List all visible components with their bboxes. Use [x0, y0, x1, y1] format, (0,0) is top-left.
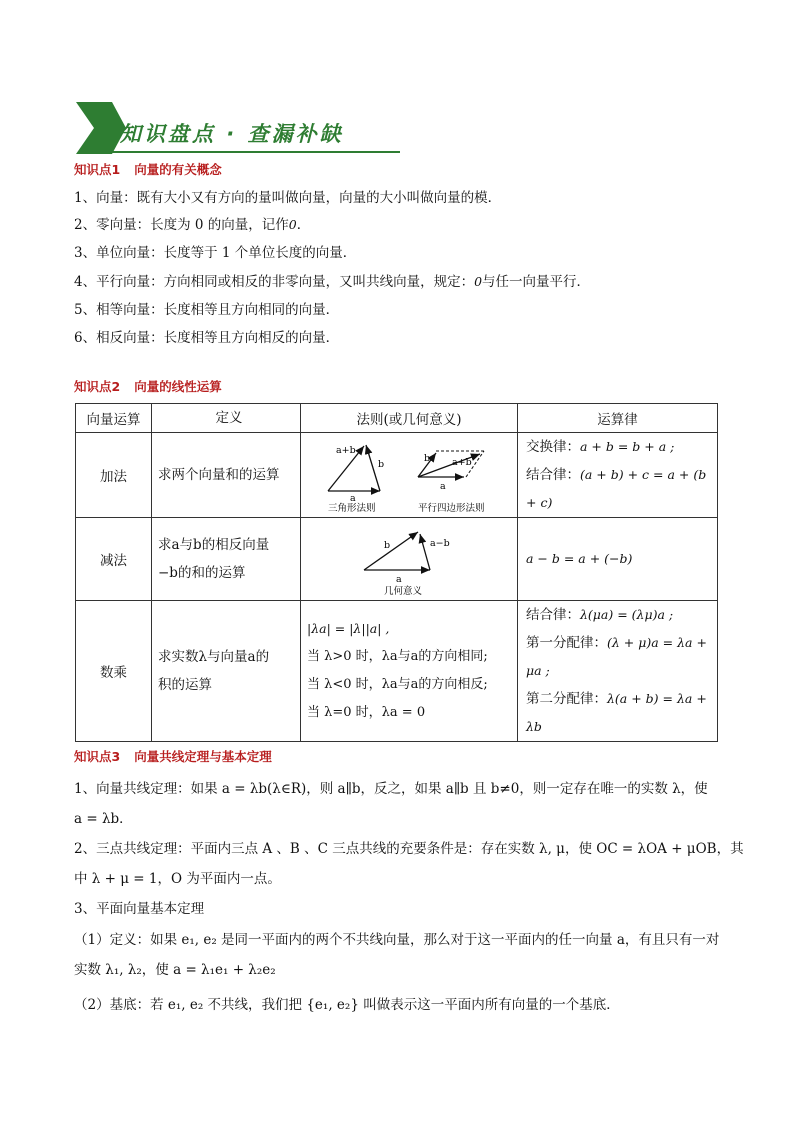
subtraction-diagram: [306, 518, 512, 596]
table-header-def: 定义: [152, 404, 301, 433]
mul-rule-3: [526, 685, 717, 741]
table-header-row: [76, 404, 718, 433]
add-rule-1-label: 交换律：: [526, 439, 580, 455]
sub-def-line-1: 求a与b的相反向量: [158, 537, 270, 553]
mul-law-4: 当 λ=0 时，λa = 0: [307, 705, 426, 720]
linear-operations-table: [75, 403, 718, 742]
add-rules: [518, 433, 718, 518]
add-name: 加法: [76, 433, 152, 518]
sub-label-b: b: [384, 540, 391, 551]
s1-item-5: 5、相等向量：长度相等且方向相同的向量．: [74, 302, 340, 318]
mul-law-2: 当 λ>0 时，λa与a的方向相同;: [307, 649, 488, 664]
mul-rule-3-math: λ(a + b) = λa + λb: [526, 691, 707, 734]
section3-heading: [74, 747, 272, 765]
sub-def: [152, 518, 301, 601]
section2-heading-text: 向量的线性运算: [134, 379, 222, 394]
para-label-b: b: [424, 453, 431, 464]
tri-label-a: a: [350, 493, 356, 504]
sub-name: 减法: [76, 518, 152, 601]
tri-caption: 三角形法则: [328, 503, 376, 513]
sub-label-a: a: [396, 574, 402, 585]
mul-rule-1-label: 结合律：: [526, 607, 580, 623]
s1-item-2-text: 2、零向量：长度为 0 的向量，记作: [74, 217, 289, 233]
tri-label-ab: a+b: [336, 445, 356, 456]
section1-heading-num: 知识点1: [74, 162, 121, 177]
mul-def-line-2: 积的运算: [158, 677, 212, 693]
mul-rule-3-label: 第二分配律：: [526, 691, 607, 707]
mul-law-1: |λa| = |λ||a| ,: [307, 621, 390, 636]
mul-rule-1: [526, 601, 717, 629]
sub-label-amb: a−b: [430, 538, 450, 549]
s1-item-6: 6、相反向量：长度相等且方向相反的向量．: [74, 330, 340, 346]
add-figure-cell: [301, 433, 518, 518]
s1-item-2-end: ．: [296, 217, 311, 233]
table-header-rule: 运算律: [518, 404, 718, 433]
table-header-op: 向量运算: [76, 404, 152, 433]
mul-name: 数乘: [76, 601, 152, 742]
s3-p1-line-2: a = λb．: [74, 811, 133, 827]
addition-diagram: [306, 433, 512, 513]
add-rule-2: [526, 461, 717, 517]
s1-item-3: 3、单位向量：长度等于 1 个单位长度的向量．: [74, 245, 357, 261]
s3-p2-line-1: 2、三点共线定理：平面内三点 A 、B 、C 三点共线的充要条件是：存在实数 λ, μ，使 OC = λOA + μOB，其: [74, 841, 744, 857]
table-row-mul: [76, 601, 718, 742]
s1-item-4-math: 0: [474, 274, 483, 289]
mul-rule-2: [526, 629, 717, 685]
s1-item-4: [74, 270, 590, 290]
sub-rules: [518, 518, 718, 601]
add-def: 求两个向量和的运算: [152, 433, 301, 518]
s3-p3-def-line-1: （1）定义：如果 e₁, e₂ 是同一平面内的两个不共线向量，那么对于这一平面内的任一向量 a，有且只有一对: [74, 932, 720, 948]
sub-def-line-2: −b的和的运算: [158, 565, 246, 581]
add-rule-1: [526, 433, 717, 461]
section1-heading-text: 向量的有关概念: [134, 162, 222, 177]
s3-p1-line-1: 1、向量共线定理：如果 a = λb(λ∈R)，则 a∥b，反之，如果 a∥b 且 b≠0，则一定存在唯一的实数 λ，使: [74, 781, 708, 797]
s1-item-2: [74, 213, 310, 233]
tri-label-b: b: [378, 459, 385, 470]
banner-title: 知识盘点 · 查漏补缺: [120, 122, 344, 146]
table-header-law: 法则(或几何意义): [301, 404, 518, 433]
sub-caption: 几何意义: [384, 586, 423, 596]
section2-heading-num: 知识点2: [74, 379, 121, 394]
add-rule-1-math: a + b = b + a ;: [580, 439, 675, 454]
mul-law-3: 当 λ<0 时，λa与a的方向相反;: [307, 677, 488, 692]
mul-rule-1-math: λ(μa) = (λμ)a ;: [580, 607, 674, 622]
s1-item-2-math: 0: [288, 217, 297, 232]
add-rule-2-label: 结合律：: [526, 467, 580, 483]
sub-rule-math: a − b = a + (−b): [526, 551, 633, 566]
s3-p3-basis: （2）基底：若 e₁, e₂ 不共线，我们把 {e₁, e₂} 叫做表示这一平面内所有向量的一个基底．: [74, 997, 620, 1013]
s3-p3-def-line-2: 实数 λ₁, λ₂，使 a = λ₁e₁ + λ₂e₂: [74, 962, 276, 978]
mul-rule-2-math: (λ + μ)a = λa + μa ;: [526, 635, 707, 678]
mul-def: [152, 601, 301, 742]
section3-heading-text: 向量共线定理与基本定理: [134, 749, 272, 764]
para-label-a: a: [440, 481, 446, 492]
add-rule-2-math: (a + b) + c = a + (b + c): [526, 467, 707, 510]
table-row-sub: [76, 518, 718, 601]
s3-p3: 3、平面向量基本定理: [74, 901, 205, 917]
s1-item-4-end: 与任一向量平行．: [482, 274, 591, 290]
section3-heading-num: 知识点3: [74, 749, 121, 764]
sub-figure-cell: [301, 518, 518, 601]
mul-laws: [301, 601, 518, 742]
mul-rules: [518, 601, 718, 742]
mul-rule-2-label: 第一分配律：: [526, 635, 607, 651]
s1-item-1: 1、向量：既有大小又有方向的量叫做向量，向量的大小叫做向量的模．: [74, 190, 502, 206]
section1-heading: [74, 160, 222, 178]
mul-def-line-1: 求实数λ与向量a的: [158, 649, 270, 665]
s1-item-4-text: 4、平行向量：方向相同或相反的非零向量，又叫共线向量，规定：: [74, 274, 475, 290]
section2-heading: [74, 377, 222, 395]
s3-p2-line-2: 中 λ + μ = 1，O 为平面内一点。: [74, 871, 281, 887]
para-caption: 平行四边形法则: [418, 503, 485, 513]
banner-underline: [110, 151, 400, 153]
para-label-ab: a+b: [452, 457, 472, 468]
table-row-add: [76, 433, 718, 518]
